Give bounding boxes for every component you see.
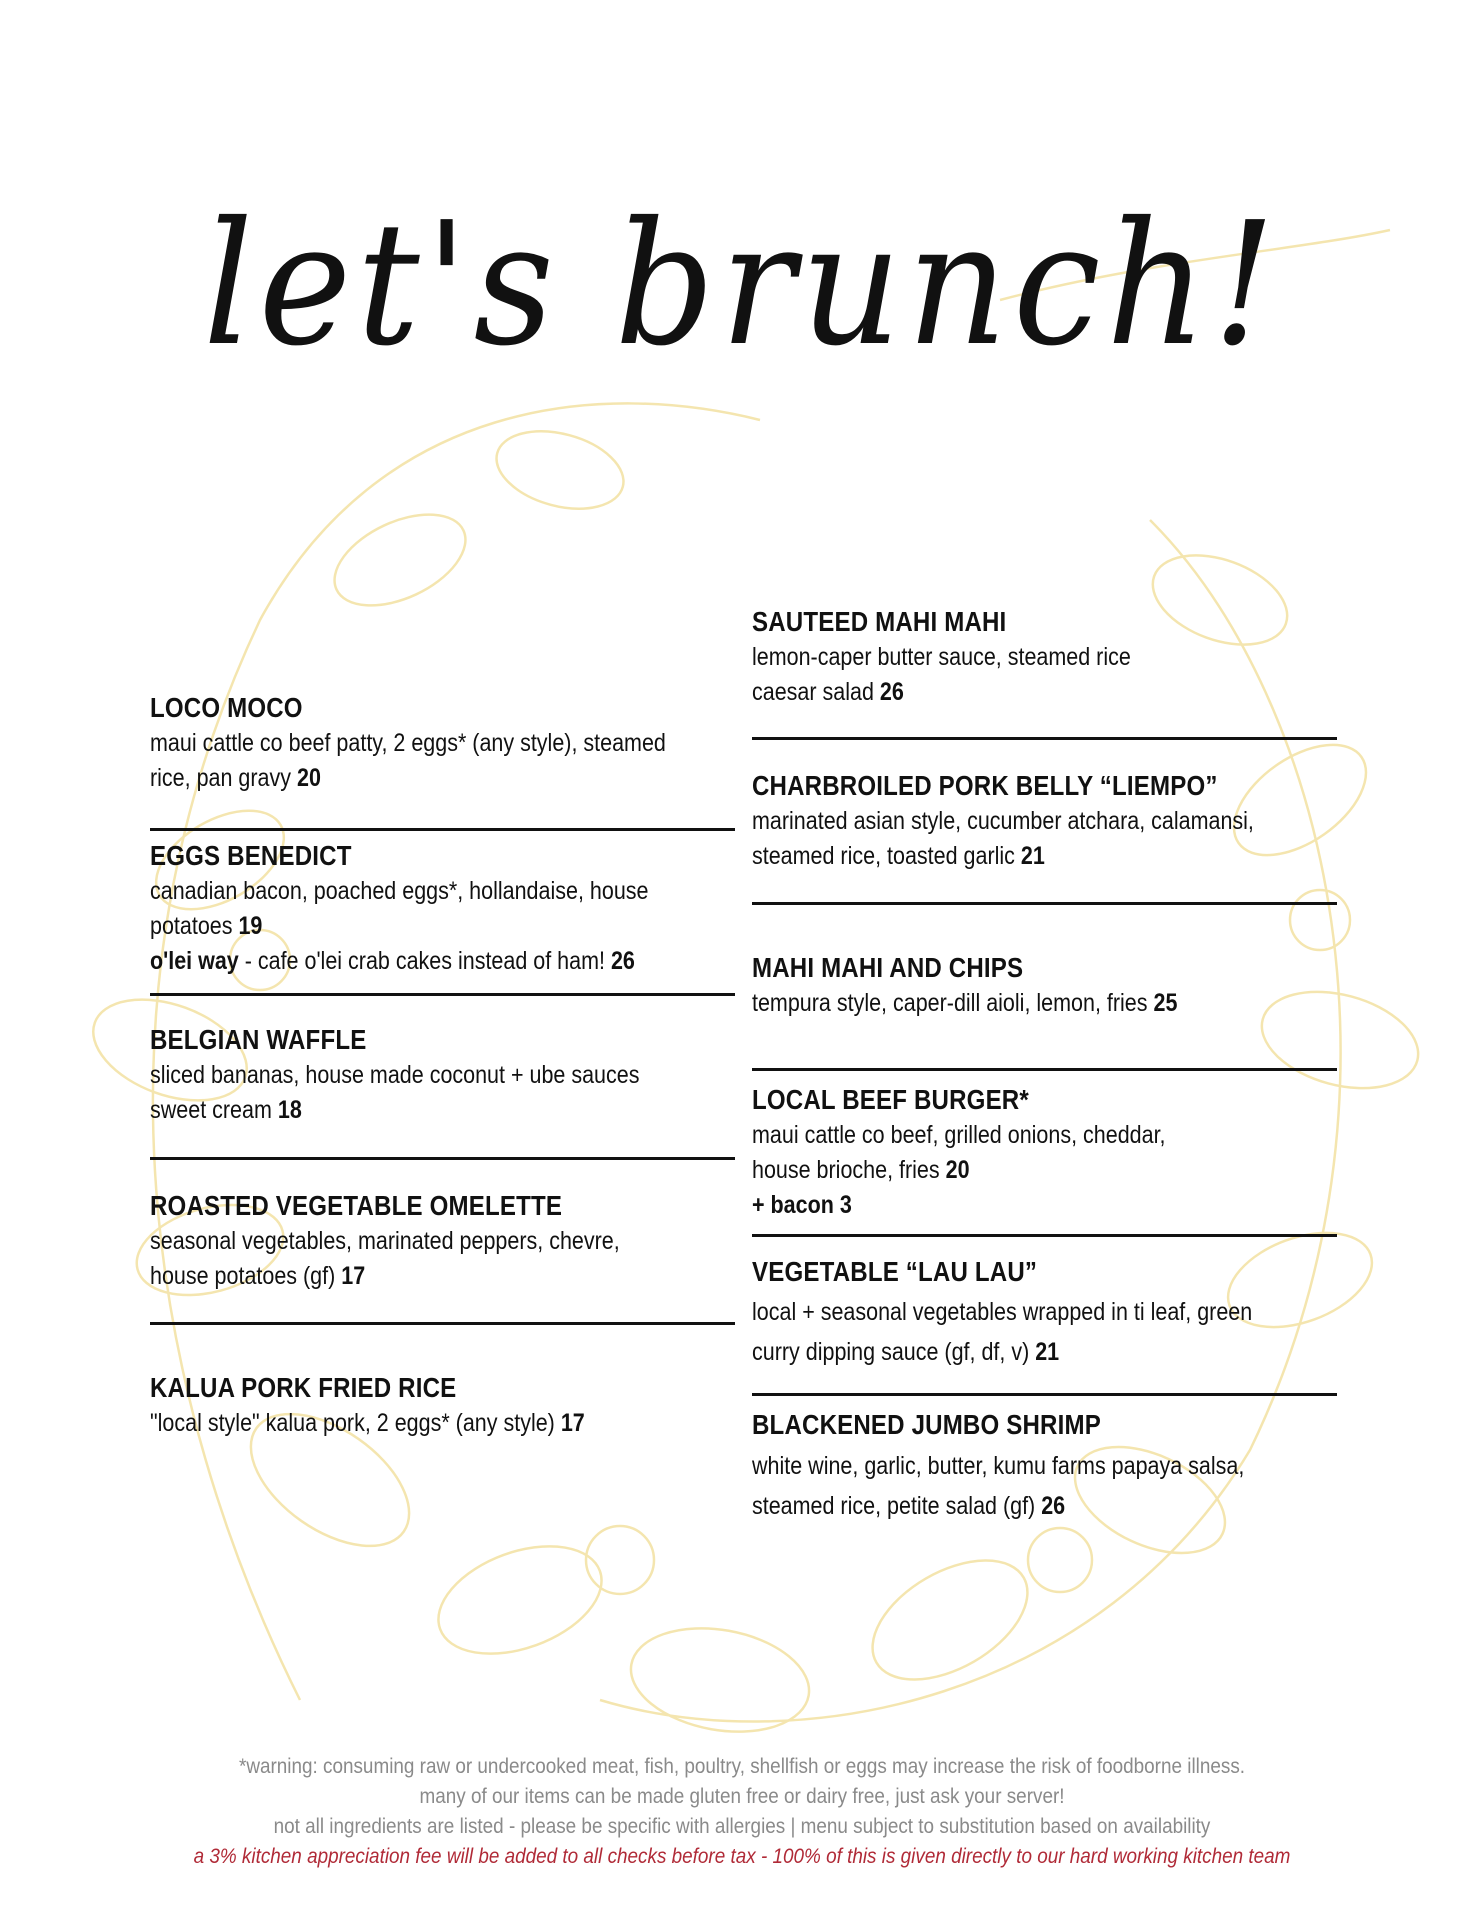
item-description: sliced bananas, house made coconut + ube sauces: [150, 1061, 640, 1089]
divider: [752, 737, 1337, 740]
menu-item-eggs-benedict: [150, 838, 735, 979]
variant-label: o'lei way: [150, 947, 239, 975]
item-description: marinated asian style, cucumber atchara, calamansi,: [752, 807, 1254, 835]
ingredients-note: not all ingredients are listed - please be specific with allergies | menu subject to substitution based on availability: [273, 1815, 1211, 1838]
item-name: CHARBROILED PORK BELLY “LIEMPO”: [752, 770, 1218, 801]
divider: [752, 902, 1337, 905]
menu-item-blackened-jumbo-shrimp: [752, 1404, 1337, 1526]
item-description: local + seasonal vegetables wrapped in ti leaf, green: [752, 1298, 1253, 1326]
item-description: "local style" kalua pork, 2 eggs* (any style) 17: [150, 1409, 585, 1437]
item-description: tempura style, caper-dill aioli, lemon, fries 25: [752, 989, 1178, 1017]
item-description: house brioche, fries 20: [752, 1156, 970, 1184]
item-description: curry dipping sauce (gf, df, v) 21: [752, 1338, 1060, 1366]
item-name: VEGETABLE “LAU LAU”: [752, 1256, 1038, 1287]
item-name: KALUA PORK FRIED RICE: [150, 1372, 457, 1403]
menu-item-charbroiled-pork-belly: [752, 768, 1337, 874]
item-price: 26: [1041, 1492, 1066, 1520]
menu-item-mahi-mahi-and-chips: [752, 950, 1337, 1021]
item-price: 20: [296, 764, 321, 792]
item-description: steamed rice, petite salad (gf) 26: [752, 1492, 1066, 1520]
divider: [150, 993, 735, 996]
item-description: seasonal vegetables, marinated peppers, chevre,: [150, 1227, 620, 1255]
item-name: BLACKENED JUMBO SHRIMP: [752, 1409, 1101, 1440]
item-description: white wine, garlic, butter, kumu farms papaya salsa,: [752, 1452, 1245, 1480]
item-description: house potatoes (gf) 17: [150, 1262, 366, 1290]
item-description: maui cattle co beef patty, 2 eggs* (any style), steamed: [150, 729, 666, 757]
item-name: BELGIAN WAFFLE: [150, 1024, 367, 1055]
item-price: 26: [879, 678, 904, 706]
divider: [752, 1393, 1337, 1396]
divider: [150, 828, 735, 831]
item-description: lemon-caper butter sauce, steamed rice: [752, 643, 1131, 671]
menu-item-belgian-waffle: [150, 1022, 735, 1128]
item-name: LOCAL BEEF BURGER*: [752, 1084, 1029, 1115]
divider: [752, 1068, 1337, 1071]
item-addon: + bacon 3: [752, 1191, 852, 1219]
menu-item-sauteed-mahi-mahi: [752, 604, 1337, 710]
divider: [752, 1234, 1337, 1237]
item-price: 19: [238, 912, 263, 940]
menu-item-roasted-vegetable-omelette: [150, 1188, 735, 1294]
item-name: MAHI MAHI AND CHIPS: [752, 952, 1024, 983]
divider: [150, 1322, 735, 1325]
item-price: 20: [945, 1156, 970, 1184]
item-description: maui cattle co beef, grilled onions, cheddar,: [752, 1121, 1166, 1149]
item-description: rice, pan gravy 20: [150, 764, 321, 792]
menu-item-vegetable-lau-lau: [752, 1252, 1337, 1372]
item-name: EGGS BENEDICT: [150, 840, 352, 871]
item-name: ROASTED VEGETABLE OMELETTE: [150, 1190, 563, 1221]
menu-item-kalua-pork-fried-rice: [150, 1370, 735, 1441]
item-description: steamed rice, toasted garlic 21: [752, 842, 1045, 870]
item-price: 21: [1035, 1338, 1060, 1366]
item-description: canadian bacon, poached eggs*, hollandaise, house: [150, 877, 649, 905]
item-name: LOCO MOCO: [150, 692, 303, 723]
item-price: 17: [560, 1409, 585, 1437]
item-price: 25: [1153, 989, 1178, 1017]
item-name: SAUTEED MAHI MAHI: [752, 606, 1007, 637]
item-price: 21: [1020, 842, 1045, 870]
kitchen-fee-note: a 3% kitchen appreciation fee will be added to all checks before tax - 100% of this is given directly to our hard working kitchen team: [193, 1845, 1291, 1868]
footer-notes: [0, 1752, 1484, 1872]
page-title: let's brunch!: [203, 186, 1281, 384]
dietary-note: many of our items can be made gluten free or dairy free, just ask your server!: [419, 1785, 1065, 1808]
item-price: 18: [277, 1096, 302, 1124]
menu-item-local-beef-burger: [752, 1082, 1337, 1223]
item-description: sweet cream 18: [150, 1096, 302, 1124]
item-variant: o'lei way - cafe o'lei crab cakes instead of ham! 26: [150, 947, 635, 975]
item-price: 17: [341, 1262, 366, 1290]
variant-price: 26: [610, 947, 635, 975]
food-safety-warning: *warning: consuming raw or undercooked meat, fish, poultry, shellfish or eggs may increase the risk of foodborne illness.: [238, 1755, 1246, 1778]
menu-item-loco-moco: [150, 690, 735, 796]
item-description: caesar salad 26: [752, 678, 904, 706]
item-description: potatoes 19: [150, 912, 263, 940]
divider: [150, 1157, 735, 1160]
